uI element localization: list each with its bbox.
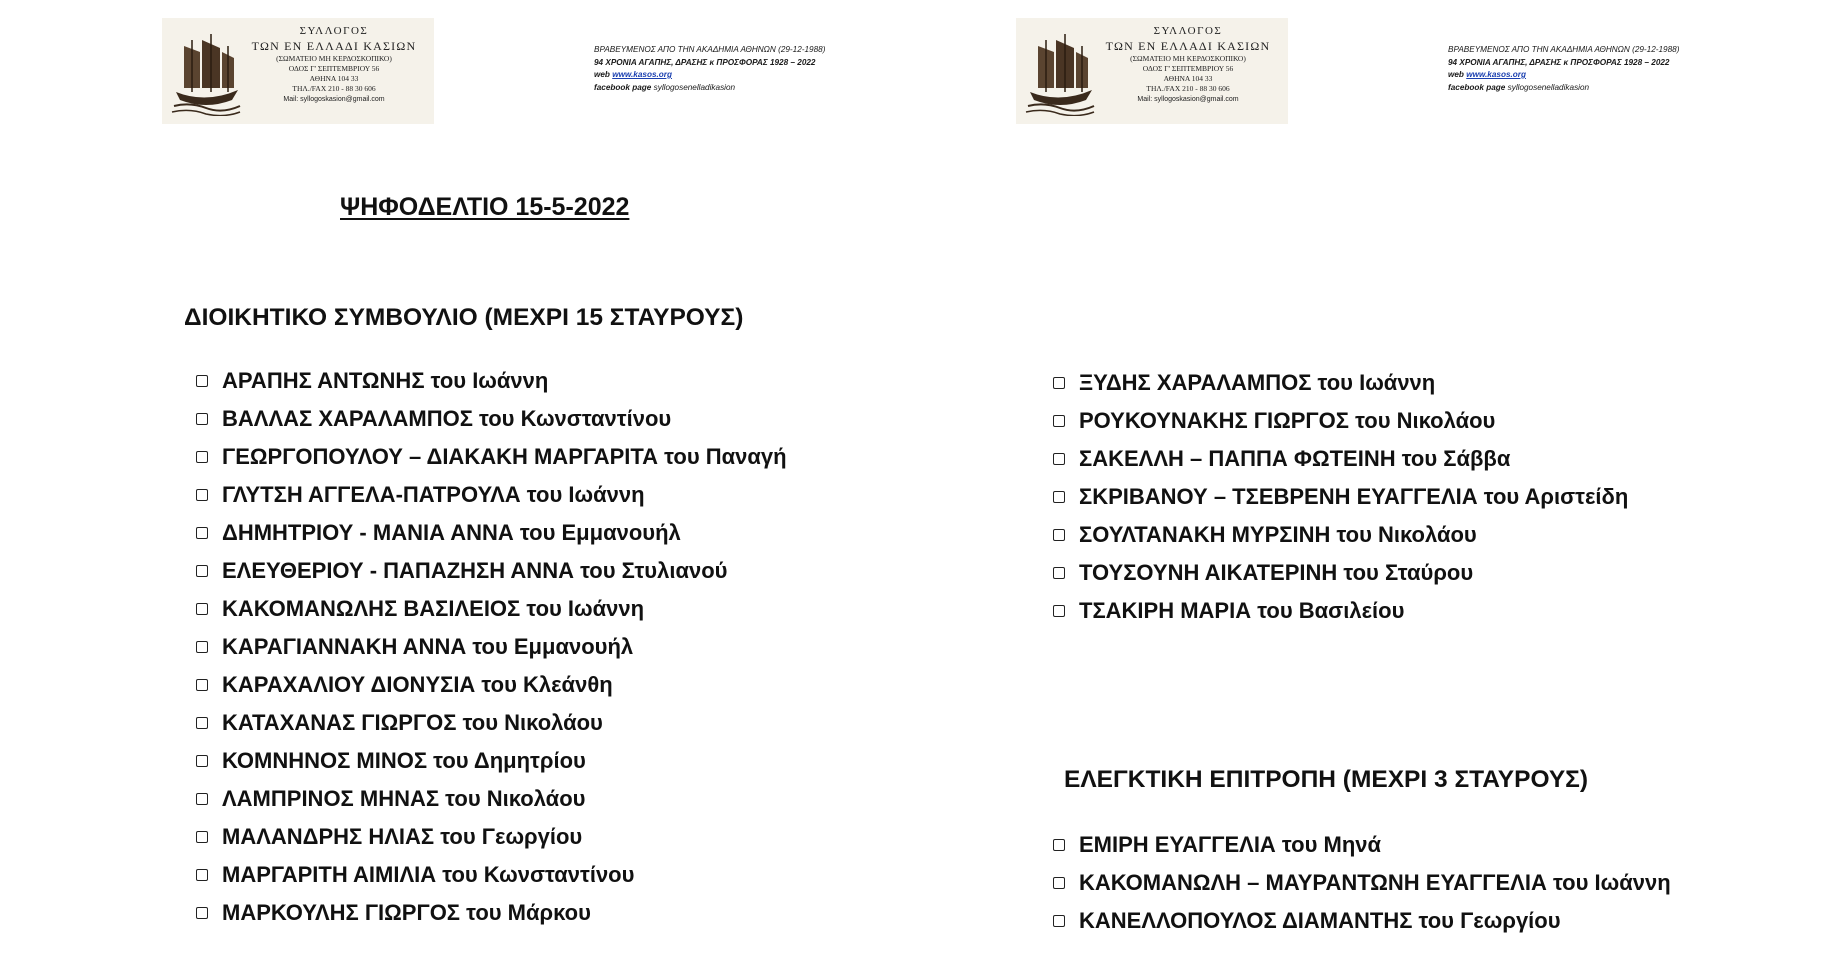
award-text: ΒΡΑΒΕΥΜΕΝΟΣ ΑΠΟ ΤΗΝ ΑΚΑΔΗΜΙΑ ΑΘΗΝΩΝ (29-12-1988) (594, 45, 826, 54)
association-mail: Mail: syllogoskasion@gmail.com (1137, 96, 1239, 103)
candidate-row[interactable] (196, 742, 787, 780)
candidate-row[interactable] (1053, 478, 1628, 516)
vote-checkbox[interactable] (1053, 491, 1065, 503)
candidate-row[interactable] (1053, 364, 1628, 402)
candidate-row[interactable] (196, 476, 787, 514)
candidate-name: ΕΛΕΥΘΕΡΙΟΥ - ΠΑΠΑΖΗΣΗ ΑΝΝΑ του Στυλιανού (222, 558, 728, 583)
letterhead-logo-box (162, 18, 434, 124)
candidate-row[interactable] (196, 894, 787, 932)
vote-checkbox[interactable] (1053, 877, 1065, 889)
candidate-row[interactable] (196, 400, 787, 438)
facebook-label: facebook page (1448, 82, 1506, 92)
association-phone: ΤΗΛ./FAX 210 - 88 30 606 (292, 84, 376, 93)
web-label: web (594, 70, 610, 79)
candidate-name: ΜΑΡΓΑΡΙΤΗ ΑΙΜΙΛΙΑ του Κωνσταντίνου (222, 862, 635, 887)
association-block (1090, 24, 1286, 105)
association-city: ΑΘΗΝΑ 104 33 (309, 74, 359, 83)
vote-checkbox[interactable] (196, 717, 208, 729)
audit-candidate-list (1053, 826, 1671, 940)
web-label: web (1448, 70, 1464, 79)
candidate-name: ΜΑΛΑΝΔΡΗΣ ΗΛΙΑΣ του Γεωργίου (222, 824, 583, 849)
candidate-row[interactable] (196, 780, 787, 818)
candidate-name: ΚΑΚΟΜΑΝΩΛΗ – ΜΑΥΡΑΝΤΩΝΗ ΕΥΑΓΓΕΛΙΑ του Ιωάννη (1079, 870, 1671, 895)
candidate-row[interactable] (1053, 826, 1671, 864)
candidate-name: ΚΑΤΑΧΑΝΑΣ ΓΙΩΡΓΟΣ του Νικολάου (222, 710, 603, 735)
candidate-row[interactable] (196, 856, 787, 894)
years-text: 94 ΧΡΟΝΙΑ ΑΓΑΠΗΣ, ΔΡΑΣΗΣ κ ΠΡΟΣΦΟΡΑΣ 1928 – 2022 (594, 57, 816, 67)
candidate-name: ΔΗΜΗΤΡΙΟΥ - ΜΑΝΙΑ ΑΝΝΑ του Εμμανουήλ (222, 520, 681, 545)
board-heading: ΔΙΟΙΚΗΤΙΚΟ ΣΥΜΒΟΥΛΙΟ (ΜΕΧΡΙ 15 ΣΤΑΥΡΟΥΣ) (184, 304, 744, 331)
vote-checkbox[interactable] (196, 413, 208, 425)
vote-checkbox[interactable] (1053, 415, 1065, 427)
vote-checkbox[interactable] (196, 603, 208, 615)
vote-checkbox[interactable] (196, 565, 208, 577)
vote-checkbox[interactable] (196, 869, 208, 881)
web-link[interactable]: www.kasos.org (612, 70, 672, 79)
candidate-row[interactable] (196, 628, 787, 666)
candidate-row[interactable] (196, 666, 787, 704)
candidate-name: ΓΕΩΡΓΟΠΟΥΛΟΥ – ΔΙΑΚΑΚΗ ΜΑΡΓΑΡΙΤΑ του Παναγή (222, 444, 787, 469)
candidate-name: ΒΑΛΛΑΣ ΧΑΡΑΛΑΜΠΟΣ του Κωνσταντίνου (222, 406, 672, 431)
vote-checkbox[interactable] (196, 375, 208, 387)
candidate-row[interactable] (1053, 864, 1671, 902)
candidate-name: ΤΣΑΚΙΡΗ ΜΑΡΙΑ του Βασιλείου (1079, 598, 1405, 623)
candidate-name: ΛΑΜΠΡΙΝΟΣ ΜΗΝΑΣ του Νικολάου (222, 786, 586, 811)
web-link[interactable]: www.kasos.org (1466, 70, 1526, 79)
candidate-name: ΚΑΚΟΜΑΝΩΛΗΣ ΒΑΣΙΛΕΙΟΣ του Ιωάννη (222, 596, 645, 621)
association-mail: Mail: syllogoskasion@gmail.com (283, 96, 385, 103)
candidate-name: ΞΥΔΗΣ ΧΑΡΑΛΑΜΠΟΣ του Ιωάννη (1079, 370, 1436, 395)
facebook-label: facebook page (594, 82, 652, 92)
board-candidate-list-col2 (1053, 364, 1628, 630)
association-heading: ΣΥΛΛΟΓΟΣ (299, 25, 369, 37)
vote-checkbox[interactable] (196, 527, 208, 539)
association-name: ΤΩΝ ΕΝ ΕΛΛΑΔΙ ΚΑΣΙΩΝ (1105, 39, 1271, 53)
years-text: 94 ΧΡΟΝΙΑ ΑΓΑΠΗΣ, ΔΡΑΣΗΣ κ ΠΡΟΣΦΟΡΑΣ 1928 – 2022 (1448, 57, 1670, 67)
association-block (236, 24, 432, 105)
vote-checkbox[interactable] (196, 641, 208, 653)
candidate-row[interactable] (196, 704, 787, 742)
facebook-page: syllogosenelladikasion (1507, 82, 1590, 92)
ship-logo-icon (170, 30, 242, 116)
candidate-row[interactable] (196, 590, 787, 628)
candidate-name: ΚΑΡΑΓΙΑΝΝΑΚΗ ΑΝΝΑ του Εμμανουήλ (222, 634, 634, 659)
candidate-name: ΚΟΜΝΗΝΟΣ ΜΙΝΟΣ του Δημητρίου (222, 748, 586, 773)
candidate-name: ΜΑΡΚΟΥΛΗΣ ΓΙΩΡΓΟΣ του Μάρκου (222, 900, 591, 925)
vote-checkbox[interactable] (196, 793, 208, 805)
candidate-name: ΕΜΙΡΗ ΕΥΑΓΓΕΛΙΑ του Μηνά (1079, 832, 1382, 857)
vote-checkbox[interactable] (196, 755, 208, 767)
association-street: ΟΔΟΣ Γ' ΣΕΠΤΕΜΒΡΙΟΥ 56 (1142, 64, 1234, 73)
vote-checkbox[interactable] (1053, 453, 1065, 465)
vote-checkbox[interactable] (1053, 605, 1065, 617)
candidate-row[interactable] (196, 552, 787, 590)
letterhead-logo-box (1016, 18, 1288, 124)
candidate-row[interactable] (1053, 440, 1628, 478)
audit-heading: ΕΛΕΓΚΤΙΚΗ ΕΠΙΤΡΟΠΗ (ΜΕΧΡΙ 3 ΣΤΑΥΡΟΥΣ) (1064, 766, 1589, 793)
vote-checkbox[interactable] (1053, 377, 1065, 389)
candidate-row[interactable] (196, 818, 787, 856)
facebook-page: syllogosenelladikasion (653, 82, 736, 92)
association-heading: ΣΥΛΛΟΓΟΣ (1153, 25, 1223, 37)
vote-checkbox[interactable] (196, 489, 208, 501)
vote-checkbox[interactable] (1053, 839, 1065, 851)
award-text: ΒΡΑΒΕΥΜΕΝΟΣ ΑΠΟ ΤΗΝ ΑΚΑΔΗΜΙΑ ΑΘΗΝΩΝ (29-12-1988) (1448, 45, 1680, 54)
candidate-row[interactable] (1053, 554, 1628, 592)
letterhead-right (1016, 18, 1834, 144)
association-phone: ΤΗΛ./FAX 210 - 88 30 606 (1146, 84, 1230, 93)
letterhead-left (162, 18, 1152, 144)
candidate-row[interactable] (196, 514, 787, 552)
candidate-name: ΓΛΥΤΣΗ ΑΓΓΕΛΑ-ΠΑΤΡΟΥΛΑ του Ιωάννη (222, 482, 645, 507)
candidate-row[interactable] (196, 362, 787, 400)
ship-logo-icon (1024, 30, 1096, 116)
board-candidate-list-col1 (196, 362, 787, 932)
candidate-row[interactable] (1053, 402, 1628, 440)
association-street: ΟΔΟΣ Γ' ΣΕΠΤΕΜΒΡΙΟΥ 56 (288, 64, 380, 73)
candidate-name: ΣΟΥΛΤΑΝΑΚΗ ΜΥΡΣΙΝΗ του Νικολάου (1079, 522, 1477, 547)
candidate-name: ΣΚΡΙΒΑΝΟΥ – ΤΣΕΒΡΕΝΗ ΕΥΑΓΓΕΛΙΑ του Αριστείδη (1079, 484, 1629, 509)
vote-checkbox[interactable] (196, 831, 208, 843)
candidate-row[interactable] (1053, 592, 1628, 630)
ballot-title: ΨΗΦΟΔΕΛΤΙΟ 15-5-2022 (340, 193, 630, 221)
candidate-name: ΣΑΚΕΛΛΗ – ΠΑΠΠΑ ΦΩΤΕΙΝΗ του Σάββα (1079, 446, 1511, 471)
vote-checkbox[interactable] (196, 679, 208, 691)
association-type: (ΣΩΜΑΤΕΙΟ ΜΗ ΚΕΡΔΟΣΚΟΠΙΚΟ) (276, 54, 392, 63)
association-name: ΤΩΝ ΕΝ ΕΛΛΑΔΙ ΚΑΣΙΩΝ (251, 39, 417, 53)
candidate-name: ΤΟΥΣΟΥΝΗ ΑΙΚΑΤΕΡΙΝΗ του Σταύρου (1079, 560, 1474, 585)
award-block (1448, 44, 1738, 94)
candidate-name: ΚΑΡΑΧΑΛΙΟΥ ΔΙΟΝΥΣΙΑ του Κλεάνθη (222, 672, 613, 697)
candidate-row[interactable] (1053, 902, 1671, 940)
association-type: (ΣΩΜΑΤΕΙΟ ΜΗ ΚΕΡΔΟΣΚΟΠΙΚΟ) (1130, 54, 1246, 63)
vote-checkbox[interactable] (1053, 915, 1065, 927)
vote-checkbox[interactable] (1053, 567, 1065, 579)
candidate-row[interactable] (196, 438, 787, 476)
candidate-name: ΑΡΑΠΗΣ ΑΝΤΩΝΗΣ του Ιωάννη (222, 368, 549, 393)
candidate-name: ΡΟΥΚΟΥΝΑΚΗΣ ΓΙΩΡΓΟΣ του Νικολάου (1079, 408, 1496, 433)
vote-checkbox[interactable] (1053, 529, 1065, 541)
vote-checkbox[interactable] (196, 907, 208, 919)
award-block (594, 44, 884, 94)
candidate-name: ΚΑΝΕΛΛΟΠΟΥΛΟΣ ΔΙΑΜΑΝΤΗΣ του Γεωργίου (1079, 908, 1561, 933)
association-city: ΑΘΗΝΑ 104 33 (1163, 74, 1213, 83)
vote-checkbox[interactable] (196, 451, 208, 463)
candidate-row[interactable] (1053, 516, 1628, 554)
